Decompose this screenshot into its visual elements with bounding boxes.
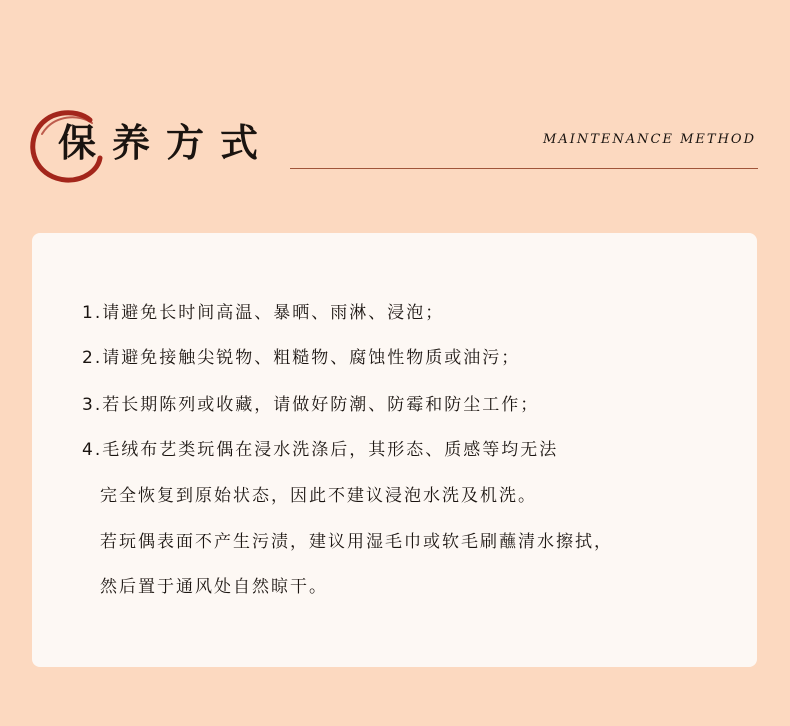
page-subtitle: MAINTENANCE METHOD xyxy=(543,132,756,147)
instruction-item-3: 3.若长期陈列或收藏，请做好防潮、防霉和防尘工作； xyxy=(82,395,540,415)
instructions-card xyxy=(32,233,757,667)
title-divider xyxy=(290,168,758,169)
instruction-item-2: 2.请避免接触尖锐物、粗糙物、腐蚀性物质或油污； xyxy=(82,348,521,368)
header xyxy=(0,0,790,200)
instruction-item-4-line-2: 完全恢复到原始状态，因此不建议浸泡水洗及机洗。 xyxy=(100,486,537,506)
instruction-item-4: 4.毛绒布艺类玩偶在浸水洗涤后，其形态、质感等均无法 xyxy=(82,440,559,460)
page-title: 保养方式 xyxy=(58,120,275,165)
instruction-item-4-line-3: 若玩偶表面不产生污渍，建议用湿毛巾或软毛刷蘸清水擦拭， xyxy=(100,532,613,552)
instruction-item-4-line-4: 然后置于通风处自然晾干。 xyxy=(100,577,328,597)
instruction-item-1: 1.请避免长时间高温、暴晒、雨淋、浸泡； xyxy=(82,303,445,323)
